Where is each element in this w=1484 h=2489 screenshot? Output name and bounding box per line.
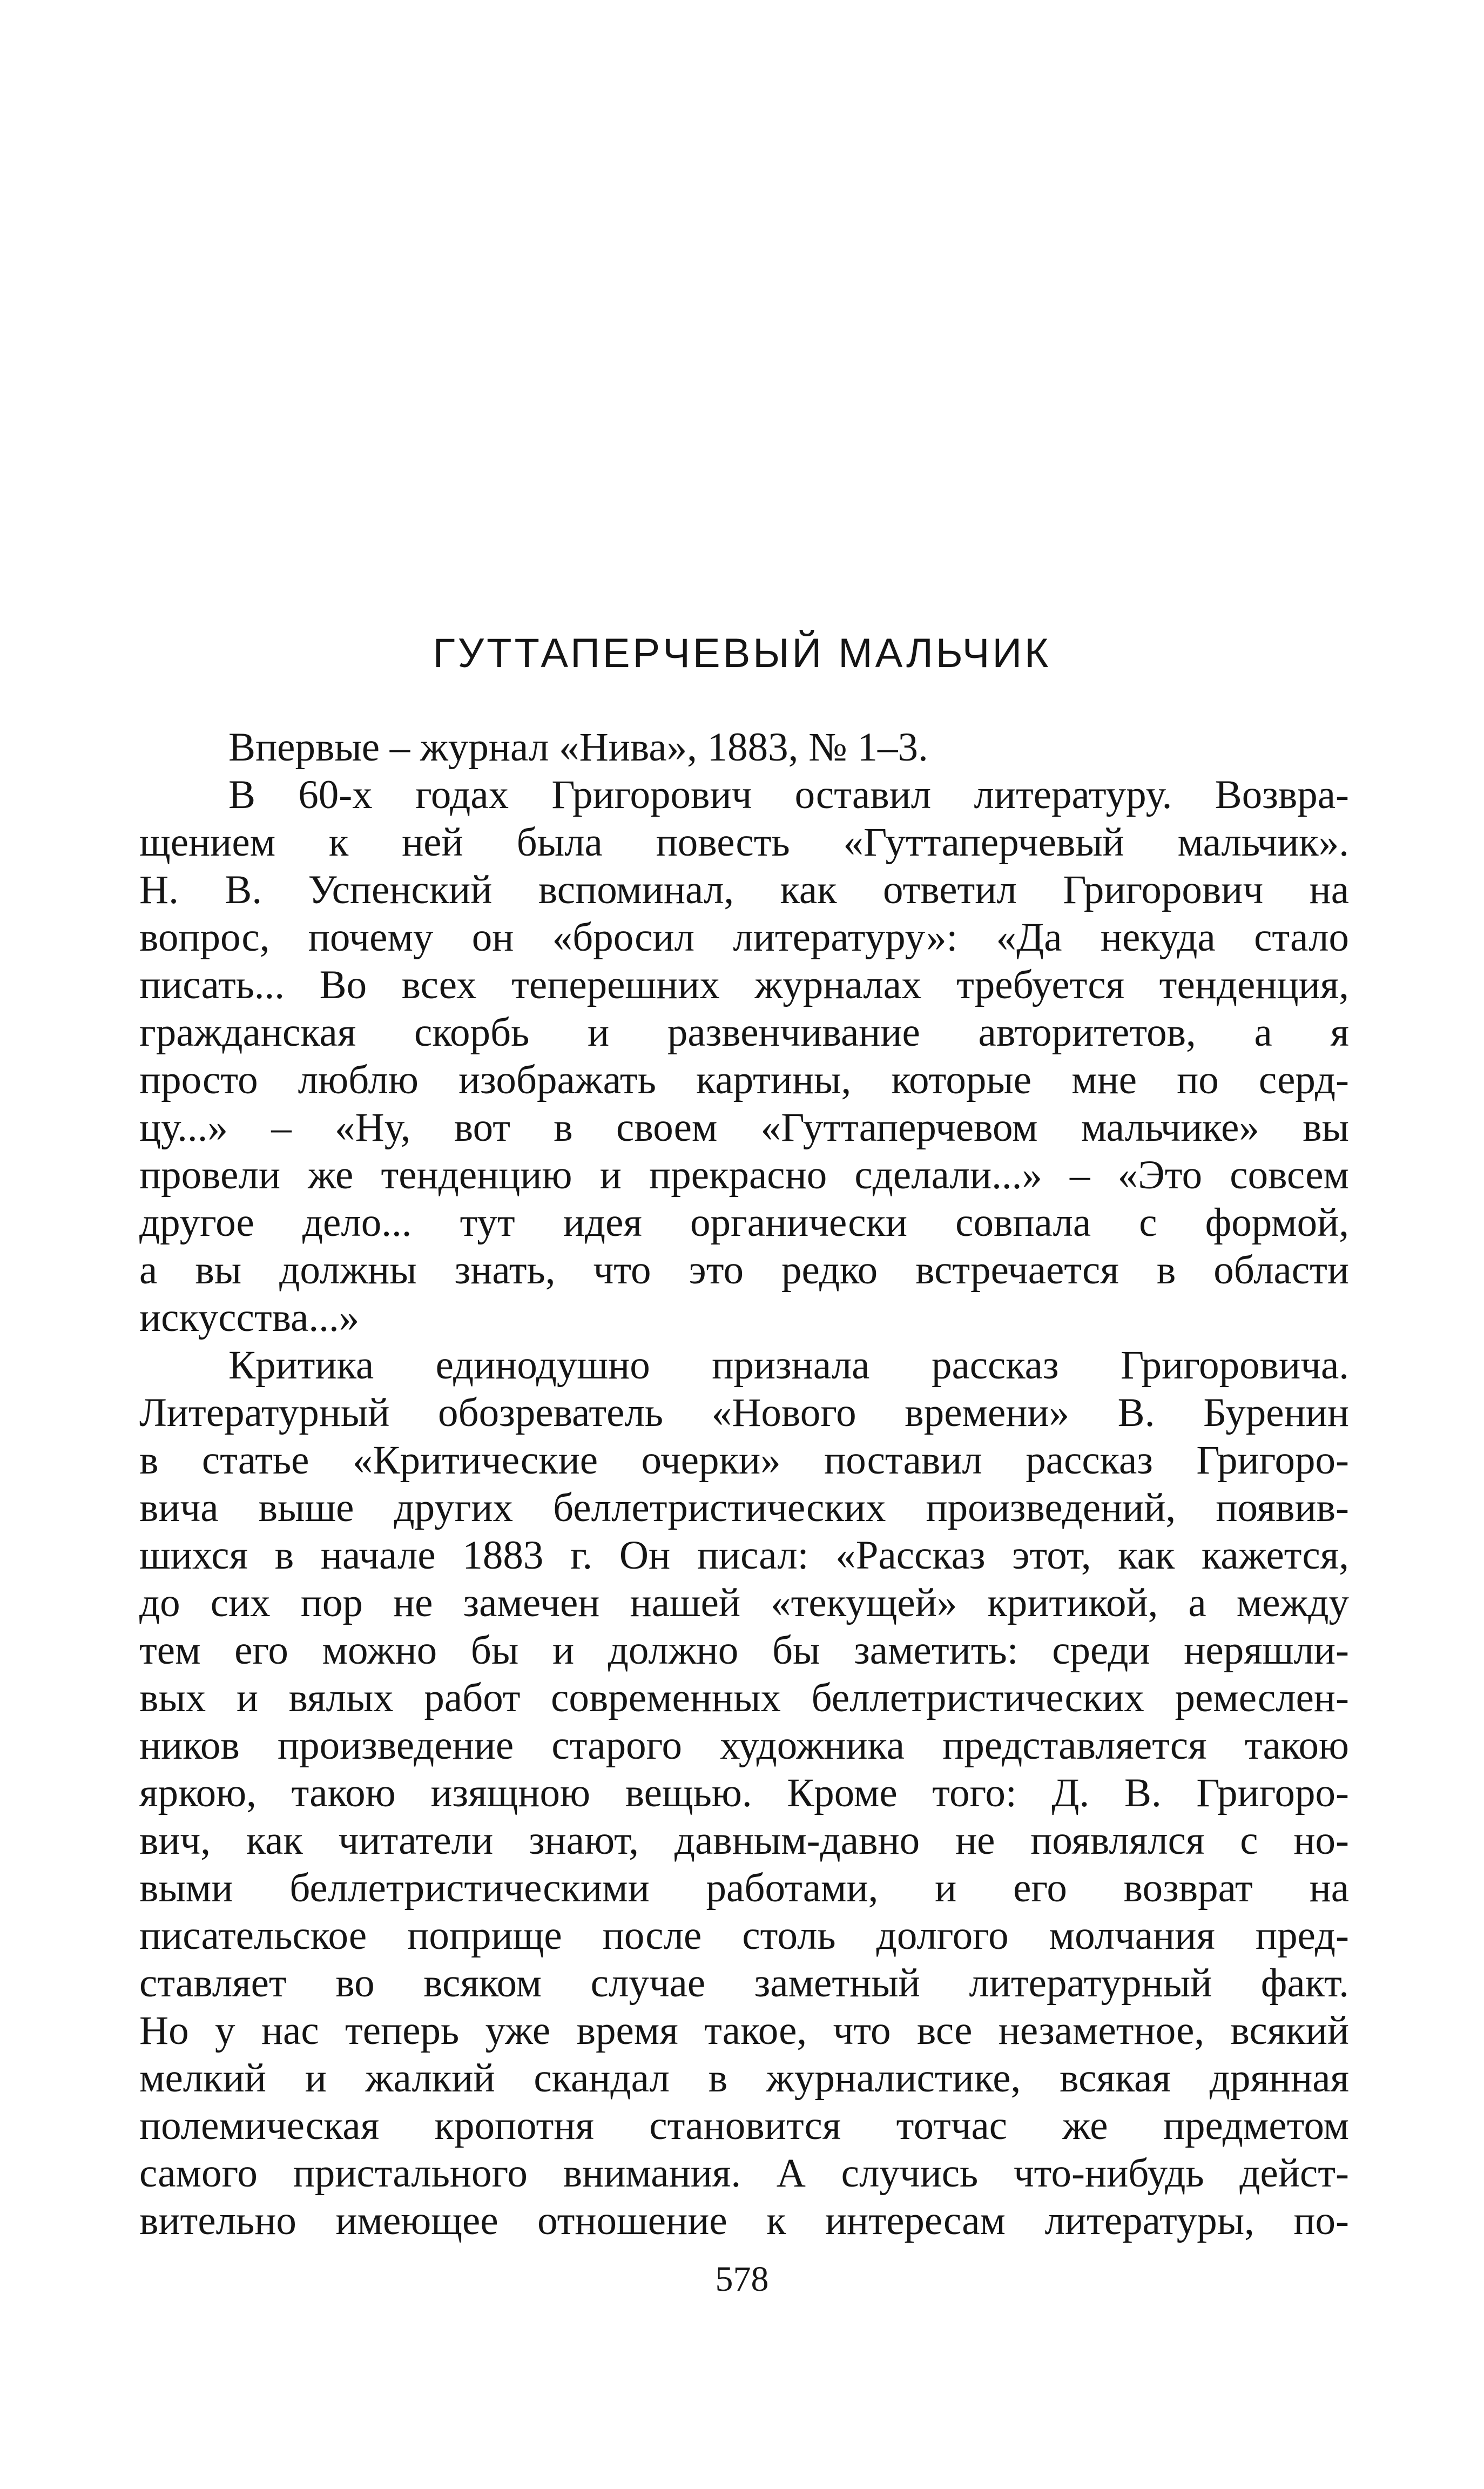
text-line: ставляет во всяком случае заметный литературный факт. xyxy=(139,1961,1349,2006)
text-line: щением к ней была повесть «Гуттаперчевый мальчик». xyxy=(139,820,1349,865)
text-line: мелкий и жалкий скандал в журналистике, всякая дрянная xyxy=(139,2056,1349,2101)
text-line: Н. В. Успенский вспоминал, как ответил Григорович на xyxy=(139,867,1349,912)
text-line: искусства...» xyxy=(139,1295,360,1340)
text-line: другое дело... тут идея органически совпала с формой, xyxy=(139,1200,1349,1245)
page-title: ГУТТАПЕРЧЕВЫЙ МАЛЬЧИК xyxy=(433,630,1051,676)
text-line: писательское поприще после столь долгого молчания пред- xyxy=(139,1913,1349,1958)
text-line: Критика единодушно признала рассказ Григоровича. xyxy=(228,1343,1349,1388)
text-line: яркою, такою изящною вещью. Кроме того: Д. В. Григоро- xyxy=(139,1771,1349,1815)
text-line: вич, как читатели знают, давным-давно не появлялся с но- xyxy=(139,1818,1349,1863)
text-line: провели же тенденцию и прекрасно сделали...» – «Это совсем xyxy=(139,1153,1349,1198)
page-number: 578 xyxy=(715,2259,769,2299)
text-line: полемическая кропотня становится тотчас же предметом xyxy=(139,2103,1349,2148)
text-line: шихся в начале 1883 г. Он писал: «Рассказ этот, как кажется, xyxy=(139,1533,1349,1578)
text-line: выми беллетристическими работами, и его возврат на xyxy=(139,1866,1349,1911)
text-line: ников произведение старого художника представляется такою xyxy=(139,1723,1349,1768)
text-line: вопрос, почему он «бросил литературу»: «Да некуда стало xyxy=(139,915,1349,960)
text-line: цу...» – «Ну, вот в своем «Гуттаперчевом мальчике» вы xyxy=(139,1105,1349,1150)
text-line: Но у нас теперь уже время такое, что все незаметное, всякий xyxy=(139,2008,1349,2053)
text-line: самого пристального внимания. А случись что-нибудь дейст- xyxy=(139,2151,1349,2196)
text-line: в статье «Критические очерки» поставил рассказ Григоро- xyxy=(139,1438,1349,1483)
commentary-body xyxy=(139,724,1349,2245)
text-line: Литературный обозреватель «Нового времени» В. Буренин xyxy=(139,1390,1349,1435)
text-line: вительно имеющее отношение к интересам литературы, по- xyxy=(139,2198,1349,2243)
text-line: В 60-х годах Григорович оставил литературу. Возвра- xyxy=(228,772,1349,817)
text-line: вича выше других беллетристических произведений, появив- xyxy=(139,1485,1349,1530)
text-line: писать... Во всех теперешних журналах требуется тенденция, xyxy=(139,963,1349,1007)
text-line: гражданская скорбь и развенчивание авторитетов, а я xyxy=(139,1010,1349,1055)
text-line: тем его можно бы и должно бы заметить: среди неряшли- xyxy=(139,1628,1349,1673)
text-line: Впервые – журнал «Нива», 1883, № 1–3. xyxy=(228,725,928,770)
text-line: до сих пор не замечен нашей «текущей» критикой, а между xyxy=(139,1580,1349,1625)
text-line: просто люблю изображать картины, которые мне по серд- xyxy=(139,1058,1349,1102)
text-line: вых и вялых работ современных беллетристических ремеслен- xyxy=(139,1676,1349,1720)
text-line: а вы должны знать, что это редко встречается в области xyxy=(139,1248,1349,1293)
